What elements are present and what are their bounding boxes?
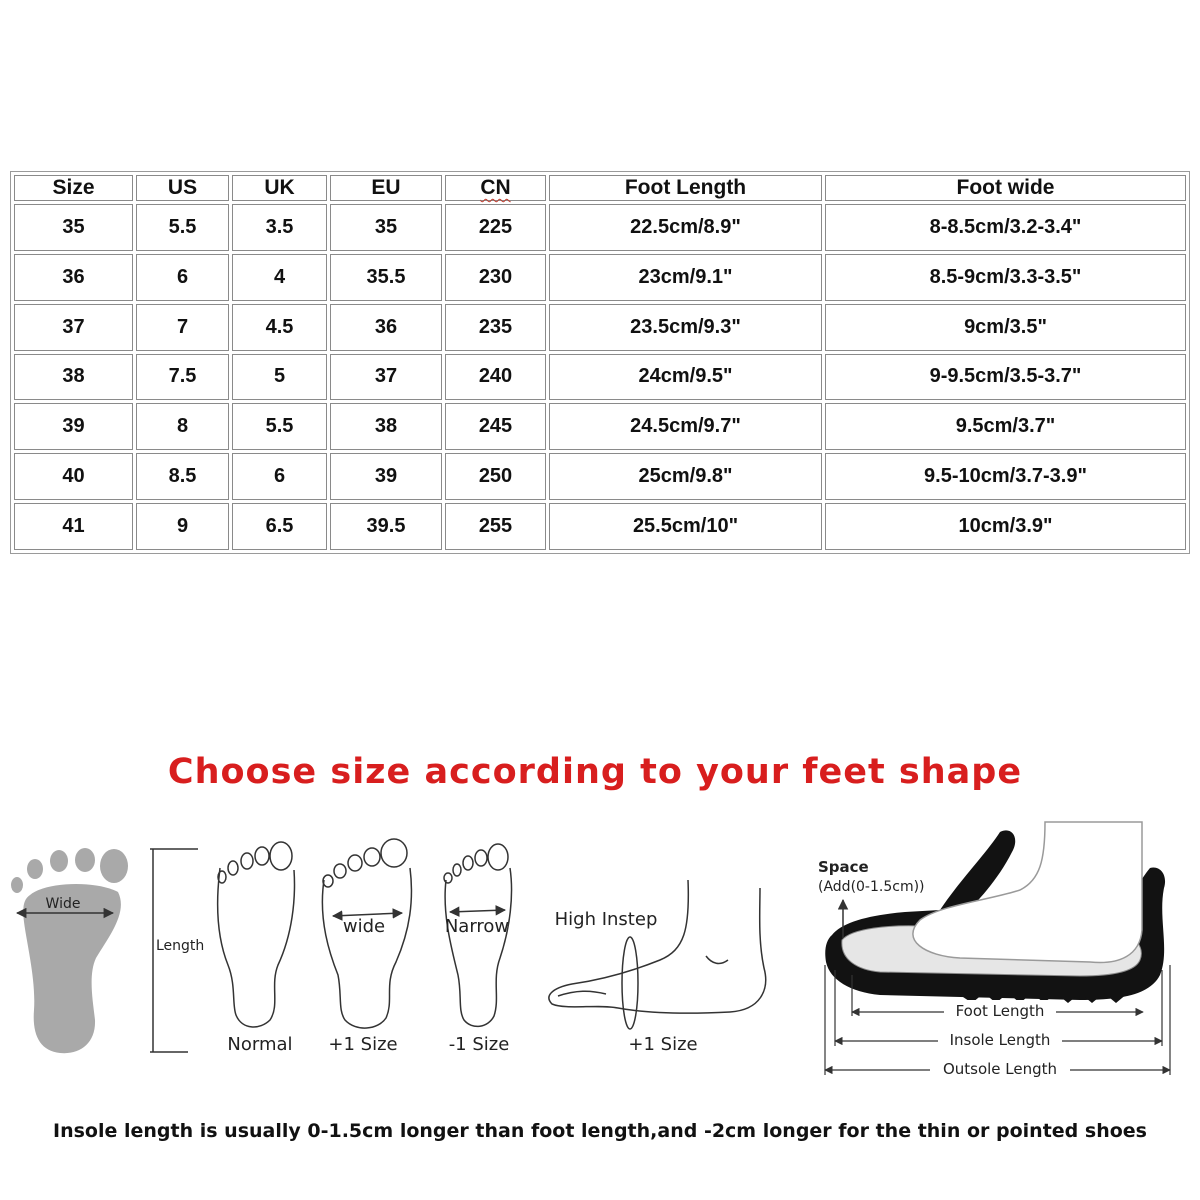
normal-foot-icon [218,842,295,1027]
table-cell: 5.5 [232,403,327,450]
insole-length-label: Insole Length [949,1031,1051,1049]
table-cell: 9.5-10cm/3.7-3.9" [825,453,1186,500]
table-row [14,503,1186,550]
table-cell: 8.5-9cm/3.3-3.5" [825,254,1186,301]
table-row [14,204,1186,251]
table-cell: 39 [14,403,133,450]
table-cell: 40 [14,453,133,500]
narrow-caption: -1 Size [448,1034,510,1055]
table-cell: 36 [330,304,442,351]
table-row [14,453,1186,500]
table-cell: 4.5 [232,304,327,351]
table-cell: 41 [14,503,133,550]
wide-label: Wide [45,896,81,912]
table-cell: 9 [136,503,229,550]
high-instep-foot-icon [549,880,766,1029]
table-cell: 39 [330,453,442,500]
table-cell: 6.5 [232,503,327,550]
narrow-arrow-label: Narrow [444,916,510,937]
table-cell: 9cm/3.5" [825,304,1186,351]
table-cell: 8-8.5cm/3.2-3.4" [825,204,1186,251]
table-cell: 225 [445,204,546,251]
foot-shape-diagram [0,815,1200,1105]
table-row [14,254,1186,301]
table-cell: 5.5 [136,204,229,251]
header-cell: Size [14,175,133,201]
table-cell: 9.5cm/3.7" [825,403,1186,450]
table-cell: 24cm/9.5" [549,354,822,401]
table-cell: 23cm/9.1" [549,254,822,301]
wide-caption: +1 Size [328,1034,398,1055]
space-note: (Add(0-1.5cm)) [818,879,925,895]
narrow-arrow [450,910,505,912]
header-cell: Foot wide [825,175,1186,201]
foot-length-label: Foot Length [955,1002,1045,1020]
header-cell-label: CN [480,176,511,199]
table-cell: 7 [136,304,229,351]
footprint-icon [11,848,128,1053]
table-cell: 38 [330,403,442,450]
length-label: Length [156,938,205,954]
table-cell: 38 [14,354,133,401]
table-cell: 230 [445,254,546,301]
header-cell: US [136,175,229,201]
table-cell: 25cm/9.8" [549,453,822,500]
high-instep-caption: +1 Size [628,1034,698,1055]
table-cell: 36 [14,254,133,301]
table-header-row [14,175,1186,201]
table-cell: 6 [136,254,229,301]
table-cell: 250 [445,453,546,500]
header-cell: Foot Length [549,175,822,201]
table-cell: 255 [445,503,546,550]
table-cell: 3.5 [232,204,327,251]
high-instep-label: High Instep [554,909,658,930]
footer-note: Insole length is usually 0-1.5cm longer than foot length,and -2cm longer for the thin or pointed shoes [53,1120,1147,1142]
table-cell: 23.5cm/9.3" [549,304,822,351]
table-cell: 235 [445,304,546,351]
headline: Choose size according to your feet shape [167,752,1023,792]
table-cell: 35 [330,204,442,251]
outsole-length-label: Outsole Length [942,1060,1058,1078]
table-row [14,304,1186,351]
table-cell: 25.5cm/10" [549,503,822,550]
table-cell: 39.5 [330,503,442,550]
table-cell: 37 [330,354,442,401]
table-cell: 24.5cm/9.7" [549,403,822,450]
table-cell: 10cm/3.9" [825,503,1186,550]
table-cell: 22.5cm/8.9" [549,204,822,251]
header-cell: UK [232,175,327,201]
table-cell: 37 [14,304,133,351]
normal-caption: Normal [227,1034,293,1055]
space-label: Space [818,858,869,876]
table-cell: 7.5 [136,354,229,401]
table-cell: 8 [136,403,229,450]
wide-arrow-label: wide [342,916,386,937]
table-cell: 6 [232,453,327,500]
table-cell: 35.5 [330,254,442,301]
table-row [14,403,1186,450]
table-cell: 35 [14,204,133,251]
header-cell: EU [330,175,442,201]
size-chart-table [10,171,1190,554]
header-cell [445,175,546,201]
table-cell: 245 [445,403,546,450]
table-cell: 5 [232,354,327,401]
table-cell: 240 [445,354,546,401]
table-cell: 9-9.5cm/3.5-3.7" [825,354,1186,401]
shoe-cross-section-icon [825,822,1165,1003]
table-cell: 8.5 [136,453,229,500]
table-cell: 4 [232,254,327,301]
table-row [14,354,1186,401]
